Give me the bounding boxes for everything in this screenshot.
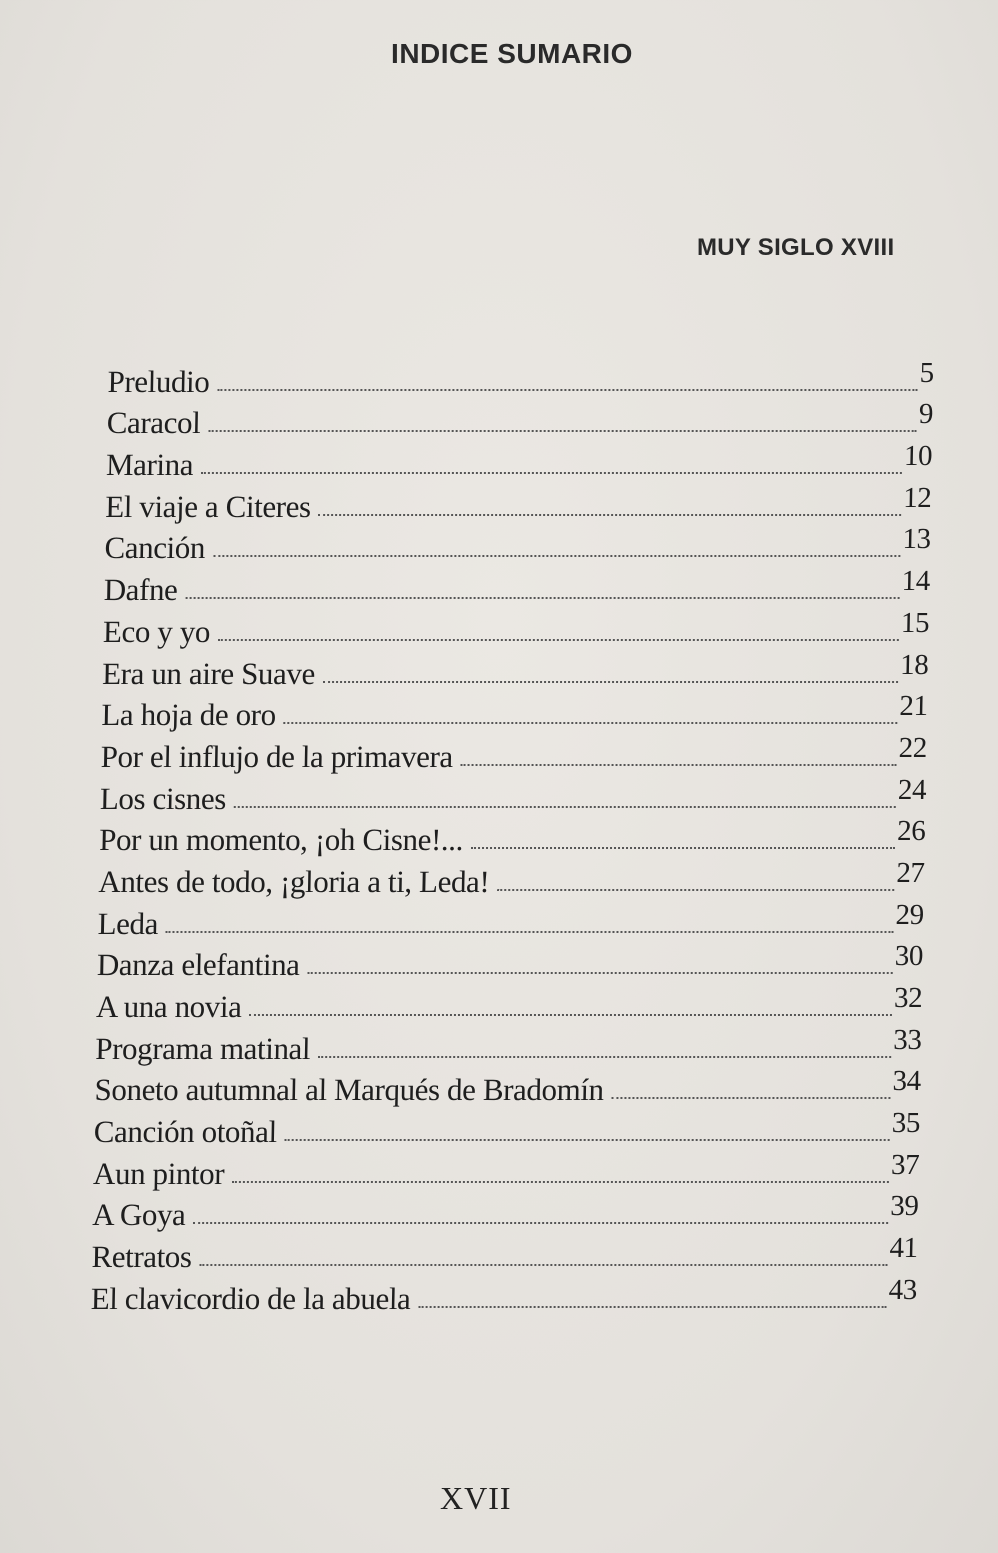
toc-entry bbox=[98, 858, 925, 900]
dot-leader bbox=[201, 472, 902, 474]
toc-entry bbox=[103, 566, 930, 608]
entry-page: 29 bbox=[895, 898, 925, 931]
dot-leader bbox=[319, 514, 901, 516]
entry-page: 22 bbox=[898, 731, 928, 764]
entry-page: 10 bbox=[903, 440, 933, 473]
toc-entry bbox=[92, 1192, 919, 1234]
entry-page: 33 bbox=[893, 1023, 922, 1056]
dot-leader bbox=[461, 764, 897, 766]
dot-leader bbox=[232, 1181, 889, 1183]
dot-leader bbox=[185, 597, 899, 599]
page-number: XVII bbox=[440, 1480, 512, 1516]
toc-entry bbox=[106, 400, 933, 442]
toc-entry bbox=[105, 483, 932, 525]
dot-leader bbox=[166, 931, 893, 933]
toc-entry bbox=[100, 733, 927, 775]
toc-entry bbox=[93, 1150, 920, 1192]
entry-title: Por un momento, ¡oh Cisne!... bbox=[98, 822, 464, 858]
entry-page: 26 bbox=[896, 815, 926, 848]
entry-title: A una novia bbox=[95, 989, 242, 1024]
entry-title: Marina bbox=[105, 447, 194, 483]
entry-title: Danza elefantina bbox=[96, 947, 300, 983]
toc-entry bbox=[107, 358, 934, 400]
toc-entry bbox=[106, 441, 933, 483]
entry-page: 13 bbox=[902, 523, 931, 556]
toc-entry bbox=[95, 1025, 922, 1067]
dot-leader bbox=[234, 806, 896, 808]
dot-leader bbox=[323, 681, 898, 683]
entry-page: 24 bbox=[897, 773, 927, 806]
toc-entry bbox=[93, 1108, 920, 1150]
toc-entry bbox=[99, 817, 926, 859]
toc-entry bbox=[97, 942, 924, 984]
dot-leader bbox=[213, 555, 900, 557]
toc-entry bbox=[96, 983, 923, 1025]
dot-leader bbox=[497, 889, 894, 891]
entry-title: Aun pintor bbox=[92, 1155, 225, 1191]
toc-entry bbox=[103, 608, 930, 650]
entry-title: El viaje a Citeres bbox=[104, 488, 312, 524]
page-title: INDICE SUMARIO bbox=[391, 38, 633, 69]
entry-title: Canción otoñal bbox=[93, 1114, 278, 1150]
toc-entry bbox=[94, 1067, 921, 1109]
entry-title: Programa matinal bbox=[95, 1030, 311, 1066]
entry-title: Leda bbox=[97, 905, 159, 941]
dot-leader bbox=[318, 1056, 891, 1058]
entry-page: 37 bbox=[890, 1148, 920, 1181]
toc-entry bbox=[104, 525, 931, 567]
dot-leader bbox=[208, 430, 916, 432]
dot-leader bbox=[284, 722, 898, 724]
table-of-contents bbox=[90, 358, 934, 1317]
dot-leader bbox=[249, 1014, 891, 1016]
dot-leader bbox=[218, 639, 899, 641]
entry-page: 5 bbox=[919, 356, 935, 389]
entry-title: Los cisnes bbox=[99, 780, 227, 816]
toc-entry bbox=[97, 900, 924, 942]
entry-title: Caracol bbox=[106, 405, 201, 441]
dot-leader bbox=[307, 972, 892, 974]
dot-leader bbox=[612, 1097, 891, 1099]
entry-title: A Goya bbox=[91, 1197, 186, 1233]
section-heading: MUY SIGLO XVIII bbox=[697, 234, 895, 261]
entry-page: 14 bbox=[901, 565, 931, 598]
entry-title: Dafne bbox=[103, 572, 178, 608]
entry-title: El clavicordio de la abuela bbox=[90, 1280, 411, 1316]
entry-page: 32 bbox=[893, 982, 923, 1014]
entry-title: Preludio bbox=[107, 363, 210, 399]
entry-page: 12 bbox=[902, 481, 932, 514]
entry-page: 35 bbox=[891, 1107, 921, 1140]
entry-title: Retratos bbox=[91, 1239, 192, 1275]
toc-entry bbox=[90, 1275, 917, 1317]
entry-page: 15 bbox=[900, 606, 930, 639]
toc-entry bbox=[101, 692, 928, 734]
entry-page: 21 bbox=[899, 690, 928, 723]
entry-page: 18 bbox=[899, 648, 929, 681]
dot-leader bbox=[193, 1222, 888, 1224]
entry-page: 27 bbox=[896, 856, 925, 889]
toc-entry bbox=[91, 1233, 918, 1275]
entry-title: Eco y yo bbox=[102, 613, 211, 649]
entry-title: La hoja de oro bbox=[101, 697, 277, 733]
dot-leader bbox=[199, 1264, 887, 1266]
entry-title: Antes de todo, ¡gloria a ti, Leda! bbox=[98, 863, 490, 899]
entry-title: Por el influjo de la primavera bbox=[100, 738, 454, 774]
entry-page: 30 bbox=[894, 940, 924, 973]
entry-page: 9 bbox=[918, 398, 934, 431]
entry-page: 34 bbox=[892, 1065, 922, 1098]
dot-leader bbox=[285, 1139, 890, 1141]
toc-entry bbox=[102, 650, 929, 692]
dot-leader bbox=[418, 1306, 886, 1308]
entry-title: Canción bbox=[104, 530, 206, 566]
dot-leader bbox=[471, 847, 895, 849]
entry-page: 43 bbox=[888, 1273, 918, 1306]
entry-page: 41 bbox=[889, 1232, 918, 1265]
entry-title: Soneto autumnal al Marqués de Bradomín bbox=[94, 1072, 605, 1108]
entry-title: Era un aire Suave bbox=[101, 655, 316, 691]
dot-leader bbox=[217, 389, 917, 391]
entry-page: 39 bbox=[889, 1190, 919, 1223]
toc-entry bbox=[100, 775, 927, 817]
